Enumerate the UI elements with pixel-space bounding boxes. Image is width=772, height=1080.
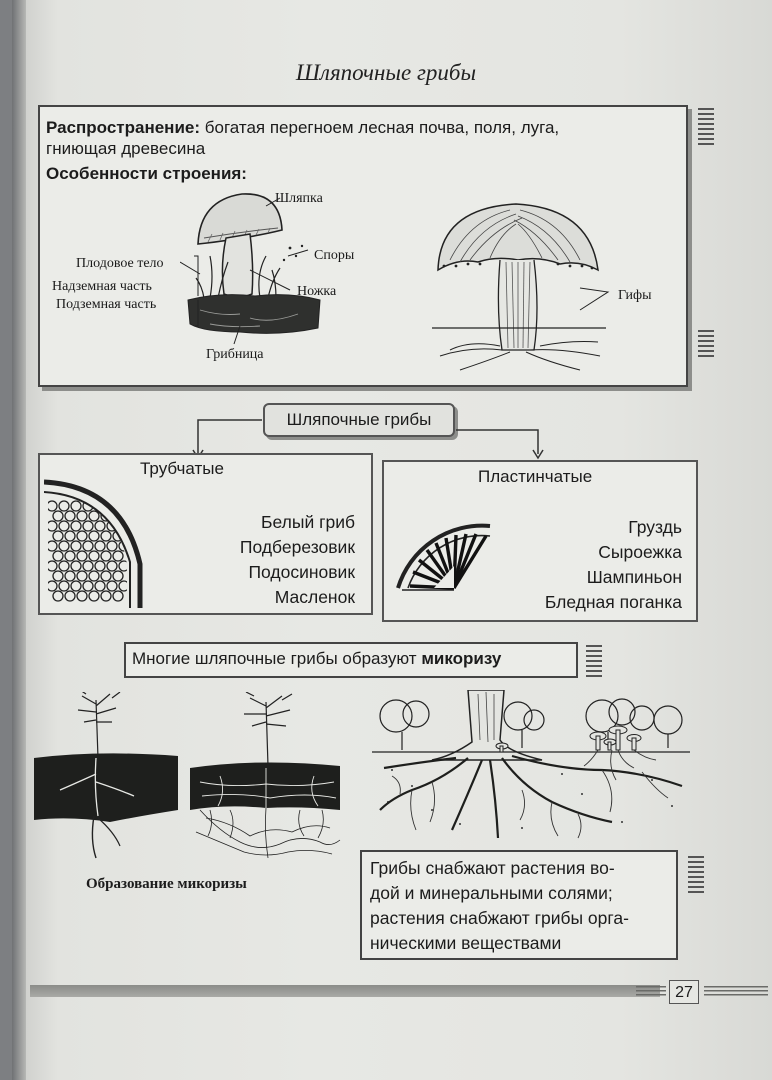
exchange-line: дой и минеральными солями; <box>370 883 613 903</box>
exchange-text <box>370 856 674 956</box>
list-item: Шампиньон <box>586 567 682 587</box>
mycorrhiza-formation-illustration <box>30 692 350 862</box>
label-spores: Споры <box>314 248 355 263</box>
exchange-line: растения снабжают грибы орга- <box>370 908 629 928</box>
label-fruit-body: Плодовое тело <box>76 256 164 271</box>
label-stem: Ножка <box>297 284 337 299</box>
footer-lines <box>704 986 768 997</box>
list-item: Бледная поганка <box>544 592 682 612</box>
decor-ticks <box>586 645 602 677</box>
mycorrhiza-statement <box>132 649 501 669</box>
exchange-line: ническими веществами <box>370 933 562 953</box>
decor-ticks <box>688 856 704 896</box>
lamellar-list <box>488 515 682 615</box>
page-title: Шляпочные грибы <box>295 60 477 85</box>
decor-ticks <box>698 330 714 360</box>
distribution-text-2: гниющая древесина <box>46 139 206 158</box>
mycorrhiza-caption: Образование микоризы <box>86 876 247 892</box>
distribution-text: богатая перегноем лесная почва, поля, луга, <box>204 118 560 137</box>
list-item: Груздь <box>628 517 682 537</box>
forest-roots-illustration <box>372 690 690 840</box>
structure-heading: Особенности строения: <box>46 164 247 183</box>
list-item: Белый гриб <box>261 512 355 532</box>
footer-lines <box>636 986 666 997</box>
page-number: 27 <box>669 980 699 1004</box>
lamellar-title: Пластинчатые <box>478 467 593 486</box>
decor-ticks <box>698 108 714 148</box>
page-binding-shadow <box>12 0 26 1080</box>
lamellar-cross-section-icon <box>394 510 494 594</box>
exchange-line: Грибы снабжают растения во- <box>370 858 615 878</box>
distribution-label: Распространение: <box>46 118 201 137</box>
list-item: Подберезовик <box>239 537 355 557</box>
footer-bar <box>30 985 660 997</box>
tubular-cross-section-icon <box>44 478 144 608</box>
mycorrhiza-statement-text: Многие шляпочные грибы образуют <box>132 649 422 668</box>
label-hyphae: Гифы <box>618 288 652 303</box>
label-above-ground: Надземная часть <box>52 279 152 294</box>
distribution-line <box>46 117 686 138</box>
list-item: Подосиновик <box>248 562 355 582</box>
list-item: Сыроежка <box>598 542 682 562</box>
classification-center-label: Шляпочные грибы <box>263 403 455 437</box>
tubular-title: Трубчатые <box>140 459 224 478</box>
label-mycelium: Грибница <box>206 347 264 362</box>
hyphae-illustration <box>430 200 610 375</box>
list-item: Масленок <box>274 587 355 607</box>
mushroom-illustration <box>180 186 330 346</box>
label-cap: Шляпка <box>275 191 323 206</box>
tubular-list <box>150 510 355 610</box>
label-under-ground: Подземная часть <box>56 297 157 312</box>
mycorrhiza-term: микоризу <box>421 649 502 668</box>
